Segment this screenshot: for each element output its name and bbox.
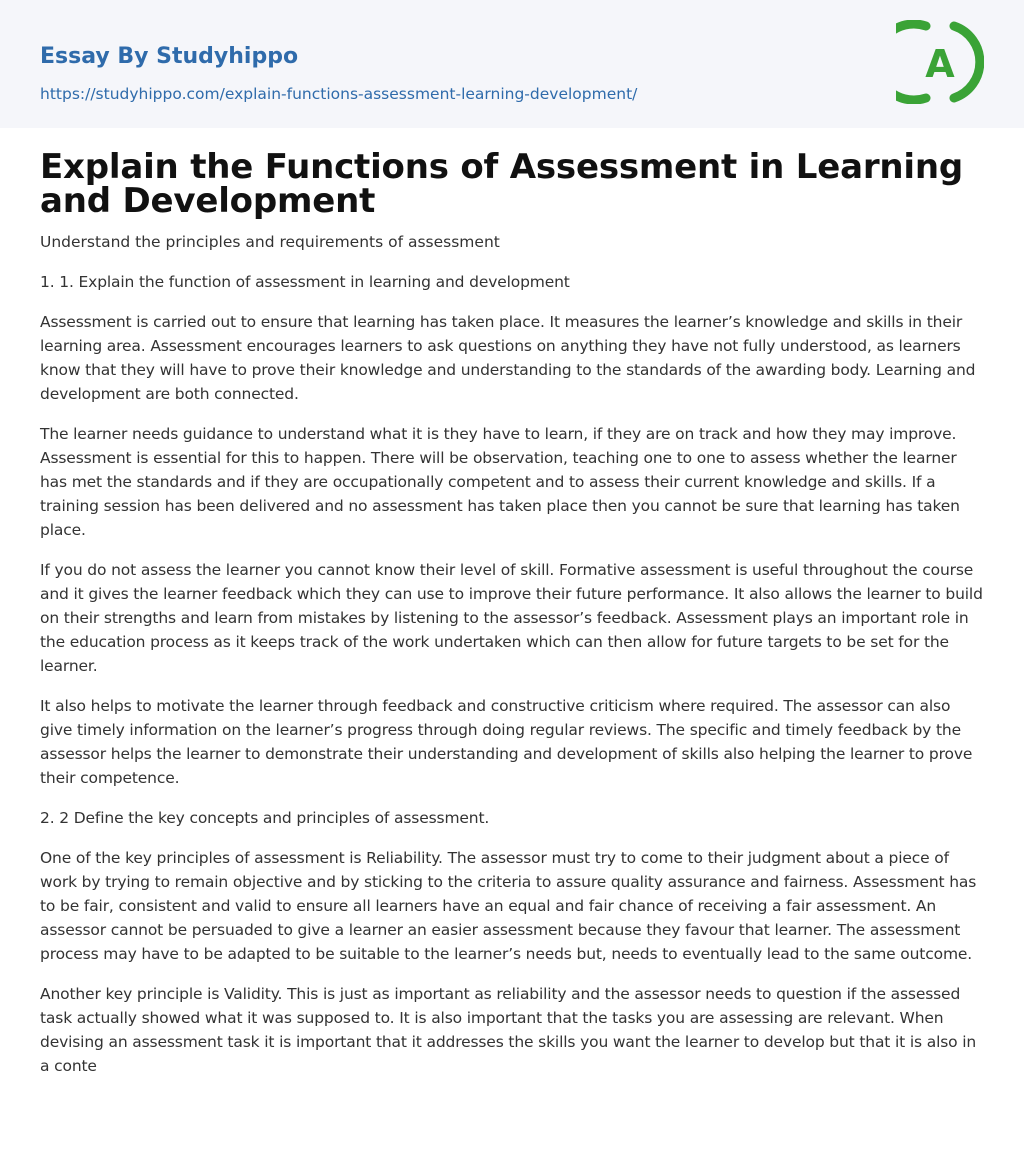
essay-subtitle: Understand the principles and requirements of assessment (40, 233, 500, 251)
essay-url-link[interactable]: https://studyhippo.com/explain-functions-assessment-learning-development/ (40, 85, 638, 103)
studyhippo-logo-icon[interactable] (896, 20, 984, 104)
essay-title: Explain the Functions of Assessment in Learning and Development (40, 147, 964, 221)
essay-paragraph: Another key principle is Validity. This is just as important as reliability and the assessor needs to question if the assessed task actually showed what it was supposed to. It is also important that the tasks you are assessing are relevant. When devising an assessment task it is important that it addresses the skills you want the learner to develop but that it is also in a conte (40, 985, 977, 1075)
site-title[interactable]: Essay By Studyhippo (40, 44, 299, 69)
essay-paragraph: One of the key principles of assessment is Reliability. The assessor must try to come to their judgment about a piece of work by trying to remain objective and by sticking to the criteria to assure quality assurance and fairness. Assessment has to be fair, consistent and valid to ensure all learners have an equal and fair chance of receiving a fair assessment. An assessor cannot be persuaded to give a learner an easier assessment because they favour that learner. The assessment process may have to be adapted to be suitable to the learner’s needs but, needs to eventually lead to the same outcome. (40, 849, 977, 963)
essay-paragraph: The learner needs guidance to understand what it is they have to learn, if they are on track and how they may improve. Assessment is essential for this to happen. There will be observation, teaching one to one to assess whether the learner has met the standards and if they are occupationally competent and to assess their current knowledge and skills. If a training session has been delivered and no assessment has taken place then you cannot be sure that learning has taken place. (40, 425, 960, 539)
essay-paragraph: If you do not assess the learner you cannot know their level of skill. Formative assessment is useful throughout the course and it gives the learner feedback which they can use to improve their future performance. It also allows the learner to build on their strengths and learn from mistakes by listening to the assessor’s feedback. Assessment plays an important role in the education process as it keeps track of the work undertaken which can then allow for future targets to be set for the learner. (40, 561, 983, 675)
site-header (0, 0, 1024, 128)
essay-paragraph: 1. 1. Explain the function of assessment in learning and development (40, 273, 570, 291)
essay-paragraph: It also helps to motivate the learner through feedback and constructive criticism where required. The assessor can also give timely information on the learner’s progress through doing regular reviews. The specific and timely feedback by the assessor helps the learner to demonstrate their understanding and development of skills also helping the learner to prove their competence. (40, 697, 973, 787)
logo-letter: A (925, 42, 955, 86)
essay-paragraph: Assessment is carried out to ensure that learning has taken place. It measures the learner’s knowledge and skills in their learning area. Assessment encourages learners to ask questions on anything they have not fully understood, as learners know that they will have to prove their knowledge and understanding to the standards of the awarding body. Learning and development are both connected. (40, 313, 976, 403)
essay-content (0, 147, 1024, 1078)
essay-paragraph: 2. 2 Define the key concepts and principles of assessment. (40, 809, 490, 827)
